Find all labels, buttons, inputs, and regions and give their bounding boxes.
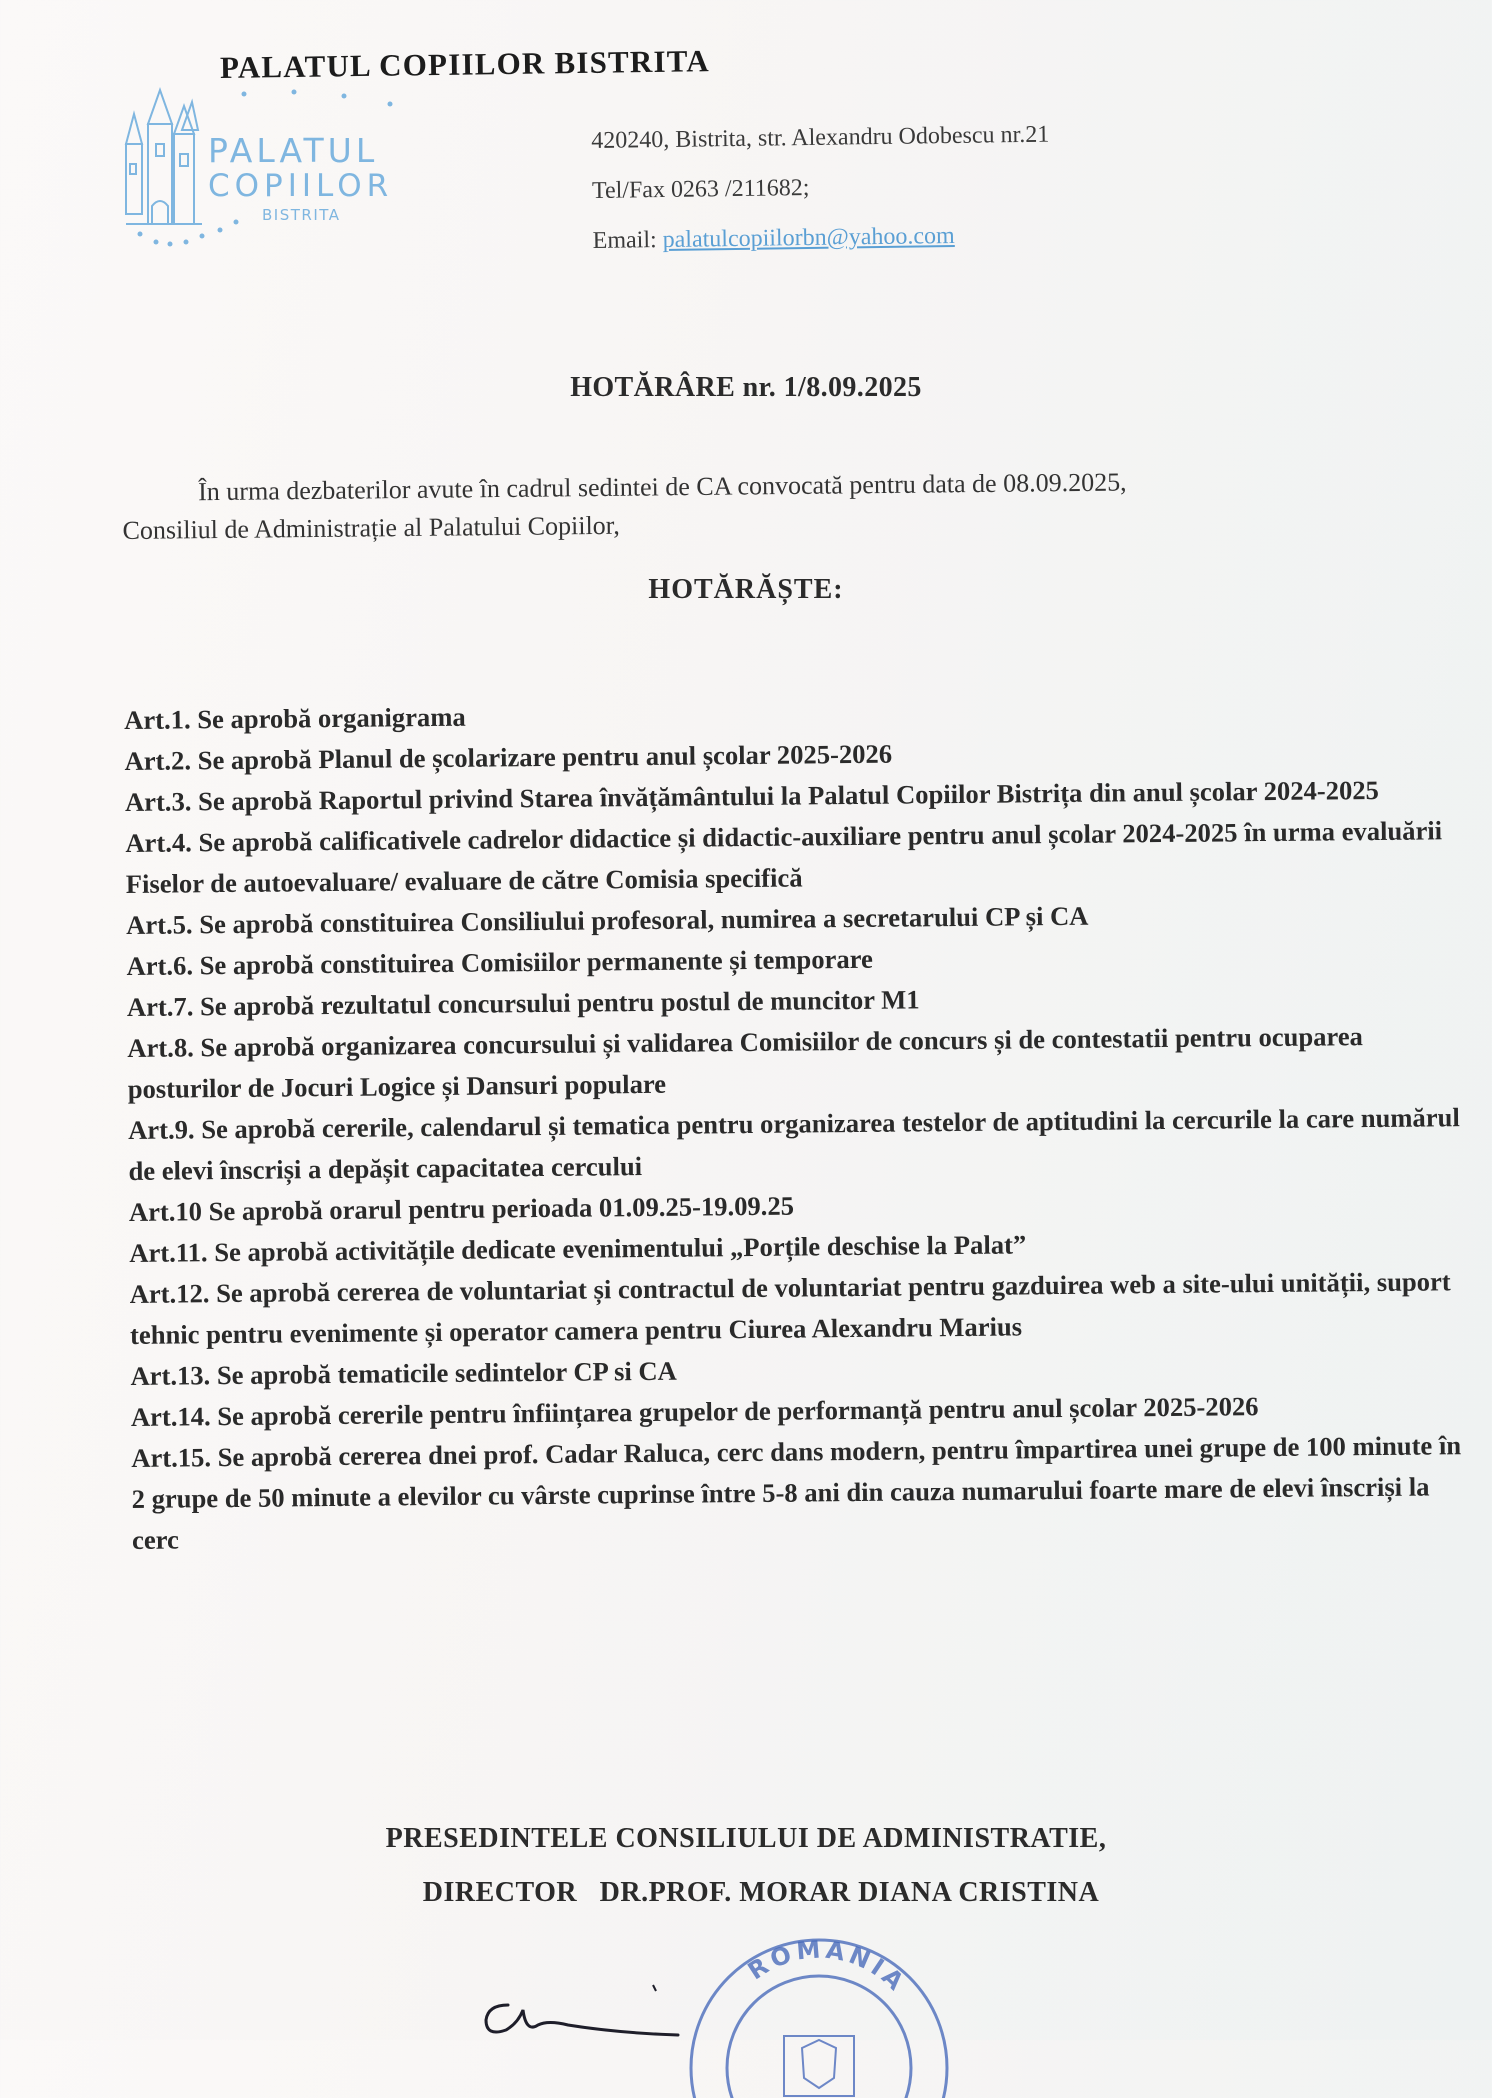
decision-heading: HOTĂRĂȘTE: bbox=[648, 574, 844, 605]
signatory-name: DIRECTOR DR.PROF. MORAR DIANA CRISTINA bbox=[422, 1877, 1100, 1908]
article-10: Art.10 Se aprobă orarul pentru perioada 01.09.25-19.09.25 bbox=[128, 1190, 795, 1227]
palatul-copiilor-logo bbox=[112, 84, 422, 259]
article-2: Art.2. Se aprobă Planul de școlarizare pentru anul școlar 2025-2026 bbox=[124, 738, 893, 776]
article-11: Art.11. Se aprobă activitățile dedicate evenimentului „Porțile deschise la Palat” bbox=[129, 1229, 1027, 1268]
article-6: Art.6. Se aprobă constituirea Comisiilor permanente și temporare bbox=[126, 943, 873, 981]
svg-text:ROMANIA bbox=[743, 1935, 912, 1998]
contact-block bbox=[591, 110, 1051, 266]
email-line bbox=[592, 210, 1051, 266]
email-link[interactable]: palatulcopiilorbn@yahoo.com bbox=[662, 222, 955, 254]
article-7: Art.7. Se aprobă rezultatul concursului pentru postul de muncitor M1 bbox=[126, 984, 920, 1022]
preamble bbox=[122, 461, 1383, 550]
official-stamp bbox=[674, 1918, 964, 2098]
article-9: Art.9. Se aprobă cererile, calendarul și tematica pentru organizarea testelor de aptitudini la cercurile la care numărul de elevi înscriși a depășit capacitatea cercului bbox=[127, 1102, 1460, 1186]
handwritten-signature bbox=[478, 1975, 708, 2045]
document-title: HOTĂRÂRE nr. 1/8.09.2025 bbox=[570, 372, 922, 403]
article-5: Art.5. Se aprobă constituirea Consiliului profesoral, numirea a secretarului CP și CA bbox=[126, 900, 1089, 940]
email-label: Email: bbox=[592, 227, 663, 254]
article-1: Art.1. Se aprobă organigrama bbox=[124, 701, 466, 735]
stamp-text: ROMANIA bbox=[742, 1935, 912, 1999]
article-8: Art.8. Se aprobă organizarea concursului și validarea Comisiilor de concurs și de contestatii pentru ocuparea posturilor de Jocuri Logice și Dansuri populare bbox=[127, 1021, 1364, 1104]
article-13: Art.13. Se aprobă tematicile sedintelor CP si CA bbox=[130, 1355, 677, 1391]
address: 420240, Bistrita, str. Alexandru Odobescu nr.21 bbox=[591, 121, 1050, 155]
article-15: Art.15. Se aprobă cererea dnei prof. Cadar Raluca, cerc dans modern, pentru împartirea unei grupe de 100 minute în 2 grupe de 50 minute a elevilor cu vârste cuprinse între 5-8 ani din cauza numarului foarte mare de elevi înscriși la cerc bbox=[131, 1430, 1462, 1555]
article-12: Art.12. Se aprobă cererea de voluntariat și contractul de voluntariat pentru gazduirea web a site-ului unității, suport tehnic pentru evenimente și operator camera pentru Ciurea Alexandru Marius bbox=[129, 1266, 1451, 1350]
articles-list bbox=[124, 687, 1477, 1561]
phone: Tel/Fax 0263 /211682; bbox=[591, 174, 810, 204]
organization-name: PALATUL COPIILOR BISTRITA bbox=[219, 43, 711, 85]
article-3: Art.3. Se aprobă Raportul privind Starea învățământului la Palatul Copiilor Bistrița din anul școlar 2024-2025 bbox=[124, 774, 1380, 817]
signatory-title: PRESEDINTELE CONSILIULUI DE ADMINISTRATIE, bbox=[385, 1823, 1107, 1854]
preamble-line-2: Consiliul de Administrație al Palatului Copiilor, bbox=[122, 510, 620, 545]
logo-line3: BISTRITA bbox=[262, 206, 341, 224]
article-14: Art.14. Se aprobă cererile pentru înființarea grupelor de performanță pentru anul școlar 2025-2026 bbox=[130, 1391, 1259, 1432]
article-4: Art.4. Se aprobă calificativele cadrelor didactice și didactic-auxiliare pentru anul școlar 2024-2025 în urma evaluării Fiselor de autoevaluare/ evaluare de către Comisia specifică bbox=[125, 815, 1443, 899]
castle-icon bbox=[126, 90, 202, 224]
coat-of-arms-icon bbox=[784, 2036, 854, 2096]
logo-line1: PALATUL bbox=[208, 131, 379, 170]
signature-block bbox=[0, 1812, 1492, 1920]
preamble-line-1: În urma dezbaterilor avute în cadrul sedintei de CA convocată pentru data de 08.09.2025, bbox=[198, 467, 1127, 507]
logo-line2: COPIILOR bbox=[208, 168, 394, 204]
